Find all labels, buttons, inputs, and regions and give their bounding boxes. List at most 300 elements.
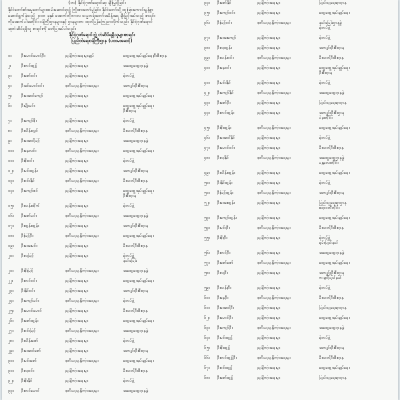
person-name: ဦးနေဝင်း [217, 65, 231, 70]
list-item [8, 93, 198, 103]
department-line: အထွေထွေဌာနခွဲ [319, 250, 345, 255]
person-name: ဦးစိုးဦး [217, 235, 228, 240]
item-number: ၄၆။ [204, 135, 210, 140]
person-department [319, 190, 394, 195]
intro-line: ဆောင်ရွက်ခဲ့သည့် ၂၀၁၈ ခုနှစ် အောက်တိုဘာလ သမ္မတရုံးတော်အမိန့်အရ ချီးမြှင့်အပ်သည့် စာရင်း [8, 13, 156, 19]
person-department [123, 158, 198, 163]
person-rank: ဒုတိယညွှန်ကြားရေးမှူး [65, 83, 99, 88]
person-department [319, 155, 394, 165]
item-number: ၄၈။ [204, 155, 211, 160]
person-name: ဦးဝင်းနိုင် [21, 178, 35, 183]
person-department [123, 338, 198, 343]
person-department [123, 308, 198, 313]
list-item [8, 233, 198, 243]
person-rank: ညွှန်ကြားရေးမှူး [65, 158, 88, 163]
person-name: ဦးနိုင်ထွန်း [217, 180, 233, 185]
department-line: ရဲတပ်ဖွဲ့ [319, 180, 331, 185]
person-rank: ဒုတိယညွှန်ကြားရေးမှူး [65, 298, 99, 303]
person-name: ဦးကျော်စိုး [21, 118, 37, 123]
list-item [8, 328, 198, 338]
person-department [123, 53, 198, 58]
person-rank: ညွှန်ကြားရေးမှူး [65, 168, 88, 173]
person-department [123, 178, 198, 183]
person-rank: ဒုတိယညွှန်ကြားရေးမှူး [65, 128, 99, 133]
person-rank: ညွှန်ကြားရေးမှူး [257, 335, 280, 340]
department-line: မီးသတ်ဦးစီးဌာန [123, 368, 148, 373]
person-name: ဦးနေဦး [217, 295, 229, 300]
person-department [319, 180, 394, 185]
person-name: ဦးစိုးထွန်း [217, 125, 232, 130]
person-name: ဦးအေးထွန်း [217, 200, 235, 205]
list-item [204, 215, 394, 225]
item-number: ၁၃။ [8, 178, 14, 183]
person-department [319, 100, 394, 105]
person-rank: ဒုတိယညွှန်ကြားရေးမှူး [65, 328, 99, 333]
department-line: ရဲတပ်ဖွဲ့ [123, 253, 135, 258]
item-number: ၃၃။ [8, 388, 14, 393]
person-department [319, 250, 394, 255]
item-number: ၄၃။ [204, 100, 210, 105]
person-department [123, 103, 198, 113]
department-line: အကျဉ်းဦးစီးဌာန [123, 223, 149, 228]
item-number: ၆၇။ [204, 365, 210, 370]
heading-line: ပြည်ထဲရေးဝန်ကြီးဌာန (ပထမအဆင့်) [71, 39, 133, 44]
person-rank: ညွှန်ကြားရေးမှူး [65, 73, 88, 78]
person-rank: ဒုတိယညွှန်ကြားရေးမှူး [65, 213, 99, 218]
person-department [123, 243, 198, 248]
department-line: မီးသတ်ဦးစီးဌာန [319, 225, 344, 230]
person-rank: ညွှန်ကြားရေးမှူး [257, 235, 280, 240]
person-rank: ဒုတိယညွှန်ကြားရေးမှူး [65, 388, 99, 393]
item-number: ၅၁။ [204, 190, 210, 195]
person-name: ဦးတင်ဝင်း [21, 278, 37, 283]
item-number: ၂။ [8, 63, 12, 68]
document-title: (ဘ) နိုင်ငံ့ဂုဏ်ရောင်ဆု ချီးမြှင့်ခြင်း [68, 1, 126, 6]
department-line: ပြည်သူ့ရေးရာဌာန [319, 305, 347, 310]
person-rank: ဒုတိယညွှန်ကြားရေးမှူး [257, 325, 291, 330]
department-line: ရဲတပ်ဖွဲ့ [319, 335, 331, 340]
department-line: ရဲတပ်ဖွဲ့ [123, 338, 135, 343]
person-rank: ညွှန်ကြားရေးမှူး [65, 223, 88, 228]
item-number: ၂၅။ [8, 308, 14, 313]
department-line: ရဲတပ်ဖွဲ့ [319, 235, 331, 240]
department-line: ရဲတပ်ဖွဲ့ [123, 158, 135, 163]
person-department [319, 135, 394, 140]
department-line: ထွေထွေအုပ်ချုပ်ရေး [123, 318, 154, 323]
person-rank: ညွှန်ကြားရေးမှူး [257, 135, 280, 140]
item-number: ၄၅။ [204, 125, 210, 130]
person-department [123, 138, 198, 143]
person-department [319, 200, 394, 210]
list-item [204, 145, 394, 155]
person-rank: ဒုတိယညွှန်ကြားရေးမှူး [65, 233, 99, 238]
list-item [8, 278, 198, 288]
item-number: ၁၁။ [8, 158, 14, 163]
department-line: ထွေထွေအုပ်ချုပ်ရေး [319, 315, 350, 320]
item-number: ၅၉။ [204, 285, 210, 290]
person-name: ဦးဝင်းထွဋ် [217, 365, 233, 370]
department-line: မီးသတ်ဦးစီးဌာန [319, 145, 344, 150]
person-rank: ညွှန်ကြားရေးမှူး [257, 80, 280, 85]
list-item [8, 168, 198, 178]
intro-line: ကိုအောက်ပါအတိုင်း ဝန်ကြီးဌာနများနှင့် ဌာနများက ထုတ်ပြန်ကြေညာလိုက်သည်။ နိုင်ငံ့ဂုဏ်ရောင် [8, 19, 153, 25]
item-number: ၃၄။ [204, 0, 210, 5]
list-item [8, 188, 198, 203]
item-number: ၅၀။ [204, 180, 210, 185]
person-department [319, 0, 394, 5]
list-item [8, 213, 198, 223]
person-department [319, 45, 394, 50]
department-line: ရဲတပ်ဖွဲ့ [123, 203, 135, 208]
department-line: ထွေထွေအုပ်ချုပ်ရေး [319, 365, 350, 370]
person-department [123, 203, 198, 208]
person-name: ဦးသိန်းလွင် [21, 128, 38, 133]
list-item [8, 83, 198, 93]
person-department [319, 355, 394, 360]
person-department [123, 278, 198, 283]
item-number: ၄၁။ [204, 80, 210, 85]
person-rank: ညွှန်ကြားရေးမှူး [65, 93, 88, 98]
list-item [204, 225, 394, 235]
item-number: ၆၂။ [204, 315, 210, 320]
department-line: ရဲတပ်ဖွဲ့ [319, 135, 331, 140]
item-number: ၆၃။ [204, 325, 210, 330]
person-department [319, 125, 394, 130]
department-line: ထွေထွေအုပ်ချုပ်ရေး [123, 278, 154, 283]
item-number: ၆၀။ [204, 295, 210, 300]
item-number: ၆၆။ [204, 355, 210, 360]
person-name: ဦးသန်းဝင်း [217, 55, 234, 60]
person-name: ဦးအောင်ကျော် [21, 93, 44, 98]
item-number: ၄၉။ [204, 170, 210, 175]
item-number: ၃။ [8, 73, 12, 78]
department-line: ဦးစီးဌာန [123, 193, 137, 198]
person-name: ဦးမင်းဇော် [21, 358, 37, 363]
person-name: ဦးဇော်ဝင်း [21, 73, 37, 78]
department-line: အကျဉ်းဦးစီးဌာန [319, 270, 345, 275]
department-line: အထွေထွေဌာနခွဲ [319, 325, 345, 330]
department-line: ရဲတပ်ဖွဲ့ [319, 80, 331, 85]
department-line: ထွေထွေအုပ်ချုပ်ရေး [123, 188, 154, 193]
department-line: အကျဉ်းဦးစီးဌာန [319, 190, 345, 195]
list-item [204, 45, 394, 55]
intro-paragraph [8, 7, 196, 32]
list-item [8, 253, 198, 268]
item-number: ၅၃။ [204, 215, 210, 220]
person-name: ဦးဇော်ထွဋ် [217, 375, 234, 380]
department-line: ထွေထွေအုပ်ချုပ်ရေး [123, 148, 154, 153]
department-line: ပြည်သူ့ရေးရာဌာန [319, 375, 347, 380]
person-name: ဦးကျော်မင်း [21, 298, 39, 303]
heading-line: နိုင်ငံ့ဂုဏ်ရောင်ဘွဲ့ တံဆိပ်ရရှိသူများစာရင်း [69, 33, 135, 38]
person-name: ဦးသိန်းထွန်း [217, 170, 235, 175]
person-department [123, 188, 198, 198]
person-name: ဦးအောင်ဦး [217, 305, 234, 310]
item-number: ၂၈။ [8, 338, 14, 343]
person-name: ဦးလှမြင့် [21, 253, 34, 258]
item-number: ၆။ [8, 103, 12, 108]
person-department [319, 315, 394, 320]
person-rank: ဒုတိယညွှန်ကြားရေးမှူး [257, 55, 291, 60]
person-department [319, 20, 394, 30]
person-department [123, 298, 198, 303]
department-line: ထွေထွေအုပ်ချုပ်ရေး [123, 93, 154, 98]
person-department [319, 335, 394, 340]
department-line: ရဲတပ်ဖွဲ့ [319, 25, 331, 30]
person-department [319, 215, 394, 220]
department-line: အထွေထွေဌာနခွဲ [123, 63, 149, 68]
department-line: မီးသတ်ဦးစီးဌာန [123, 178, 148, 183]
department-line: ရှမ်းပြည်နယ် [319, 240, 339, 245]
department-line: အကျဉ်းဦးစီးဌာန [319, 45, 345, 50]
person-name: ဦးတင်မောင် [21, 388, 40, 393]
list-item [8, 298, 198, 308]
list-item [8, 243, 198, 253]
department-line: ထွေထွေအုပ်ချုပ်ရေး [319, 10, 350, 15]
department-line: ပြည်သူ့ရေးရာဌာန [319, 100, 347, 105]
person-department [319, 260, 394, 265]
person-rank: ညွှန်ကြားရေးမှူး [257, 180, 280, 185]
person-rank: ညွှန်ကြားရေးမှူး [257, 305, 280, 310]
person-department [123, 233, 198, 238]
item-number: ၁၆။ [8, 213, 14, 218]
person-department [123, 288, 198, 293]
department-line: မီးသတ်ဦးစီးဌာန [123, 308, 148, 313]
person-department [319, 285, 394, 290]
person-name: ဦးမောင်မောင်ဦး [21, 53, 46, 58]
person-rank: ဒုတိယညွှန်ကြားရေးမှူး [65, 358, 99, 363]
person-department [319, 295, 394, 300]
item-number: ၄၂။ [204, 90, 210, 95]
list-item [204, 250, 394, 260]
person-rank: ညွှန်ကြားရေးမှူး [65, 188, 88, 193]
list-item [8, 388, 198, 398]
department-line: အကျဉ်းဦးစီးဌာန [123, 288, 149, 293]
person-name: ဦးလှထွန်း [217, 45, 232, 50]
item-number: ၃၉။ [204, 55, 210, 60]
department-line: ထွေထွေအုပ်ချုပ်ရေး [319, 125, 350, 130]
person-name: ဦးလှဦး [217, 270, 228, 275]
person-rank: ညွှန်ကြားရေးမှူး [257, 345, 280, 350]
department-line: ရဲတပ်ဖွဲ့ [319, 285, 331, 290]
department-line: အကျဉ်းဦးစီးဌာန [123, 83, 149, 88]
person-name: ဦးသန်းဦး [217, 285, 232, 290]
list-item [8, 103, 198, 118]
list-item [8, 203, 198, 213]
list-item [8, 53, 198, 63]
person-rank: ညွှန်ကြားရေးမှူး [65, 338, 88, 343]
list-item [204, 295, 394, 305]
person-rank: ဒုတိယညွှန်ကြားရေးမှူး [257, 295, 291, 300]
intro-line: နိုင်ငံတော်၏အမှုတော်များထမ်းဆောင်ရာ၌ ကြိုးစားတော်မူခြင်း၊ နိုင်ငံတော်သို့ ထူးခြားကောင်းမွန်စွာ [8, 7, 154, 12]
person-name: ဦးကျော်ထွန်း [217, 215, 237, 220]
department-line: ထွေထွေအုပ်ချုပ်ရေး [319, 65, 350, 70]
item-number: ၄၄။ [204, 110, 210, 115]
person-rank: ညွှန်ကြားရေးမှူး [257, 365, 280, 370]
person-rank: ညွှန်ကြားရေးမှူး [257, 375, 280, 380]
department-line: ကချင်ပြည်နယ် [319, 275, 342, 280]
item-number: ၃၀။ [8, 358, 14, 363]
item-number: ၁၉။ [8, 243, 14, 248]
list-item [204, 135, 394, 145]
list-item [204, 355, 394, 365]
person-name: ဦးမြင့်ထွန်း [217, 190, 234, 195]
item-number: ၂၂။ [8, 278, 14, 283]
person-department [319, 375, 394, 380]
person-name: ဦးမင်းဦး [217, 225, 230, 230]
person-name: ဦးသန်းထိုက် [21, 203, 40, 208]
person-rank: ညွှန်ကြားရေးမှူး [65, 63, 88, 68]
person-rank: ညွှန်ကြားရေးမှူး [257, 35, 280, 40]
person-department [123, 83, 198, 88]
list-item [8, 338, 198, 348]
person-department [123, 358, 198, 363]
list-item [8, 63, 198, 73]
person-department [123, 128, 198, 133]
list-item [8, 368, 198, 378]
list-item [204, 125, 394, 135]
person-department [123, 73, 198, 78]
item-number: ၄၇။ [204, 145, 210, 150]
department-line: မီးသတ်ဦးစီးဌာန [319, 355, 344, 360]
person-rank: ညွှန်ကြားရေးမှူး [257, 315, 280, 320]
list-item [204, 325, 394, 335]
department-line: ထွေထွေအုပ်ချုပ်ရေး [319, 215, 350, 220]
person-rank: ညွှန်ကြားရေးမှူး [65, 118, 88, 123]
item-number: ၅၂။ [204, 200, 210, 205]
list-item [204, 260, 394, 270]
item-number: ၈။ [8, 128, 12, 133]
department-line: အကျဉ်းဦးစီးဌာန [123, 348, 149, 353]
person-name: ဦးကျော်ဦး [217, 325, 233, 330]
person-name: ဦးတင်ထွဋ်ဦး [217, 355, 237, 360]
person-name: ဦးအေးမင်း [21, 243, 38, 248]
list-item [204, 100, 394, 110]
person-rank: ညွှန်ကြားရေးမှူး [65, 253, 88, 258]
item-number: ၂၄။ [8, 298, 14, 303]
person-department [319, 90, 394, 95]
person-name: ဦးဝင်းမြင့် [21, 328, 36, 333]
person-rank: ဒုတိယညွှန်ကြားရေးမှူး [257, 260, 291, 265]
person-rank: ညွှန်ကြားရေးမှူး [257, 200, 280, 205]
department-line: ထွေထွေအုပ်ချုပ်ရေးဦးစီးဌာန [123, 53, 167, 58]
person-department [123, 378, 198, 383]
list-item [204, 180, 394, 190]
item-number: ၆၁။ [204, 305, 210, 310]
department-line: အကျဉ်းဦးစီးဌာန [123, 168, 149, 173]
item-number: ၁၅။ [8, 203, 14, 208]
list-item [204, 200, 394, 215]
department-line: ဦးစီးဌာန [123, 108, 137, 113]
department-line: အထွေထွေဌာနခွဲ [123, 138, 149, 143]
person-name: ဦးမောင်ဝင်း [217, 145, 235, 150]
person-rank: ညွှန်ကြားရေးမှူး [65, 138, 88, 143]
list-item [204, 335, 394, 345]
list-item [8, 148, 198, 158]
person-department [123, 63, 198, 68]
item-number: ၂၇။ [8, 328, 14, 333]
person-name: ဦးတင်ဦး [217, 250, 231, 255]
person-rank: ညွှန်ကြားရေးမှူး [65, 368, 88, 373]
department-line: ထွေထွေအုပ်ချုပ်ရေး [123, 103, 154, 108]
person-rank: ညွှန်ကြားရေးမှူး [257, 270, 280, 275]
list-item [204, 170, 394, 180]
department-line: ရဲတပ်ဖွဲ့ [319, 35, 331, 40]
person-rank: ညွှန်ကြားရေးမှူး [65, 103, 88, 108]
item-number: ၅၇။ [204, 260, 210, 265]
department-line: မီးသတ်ဦးစီးဌာန [319, 55, 344, 60]
person-name: ဦးကျော်နိုင် [217, 90, 234, 95]
item-number: ၁၈။ [8, 233, 15, 238]
item-number: ၅၆။ [204, 250, 210, 255]
item-number: ၂၃။ [8, 288, 14, 293]
person-rank: ညွှန်ကြားရေးမှူး [65, 308, 88, 313]
person-rank: ညွှန်ကြားရေးမှူး [257, 110, 280, 115]
person-name: ဦးအေးကျော် [217, 35, 237, 40]
list-item [204, 315, 394, 325]
person-rank: ဒုတိယညွှန်ကြားရေးမှူး [65, 268, 99, 273]
person-name: ဦးထွန်းထွန်း [21, 223, 39, 228]
department-line: မီးသတ်ဦးစီးဌာန [123, 128, 148, 133]
department-line: အကျဉ်းဦးစီးဌာန [319, 345, 345, 350]
person-department [123, 348, 198, 353]
list-item [204, 80, 394, 90]
person-department [123, 368, 198, 373]
department-line: မီးသတ်ဦးစီးဌာန [319, 295, 344, 300]
person-department [123, 253, 198, 263]
person-rank: ညွှန်ကြားရေးမှူး [65, 203, 88, 208]
person-rank: ညွှန်ကြားရေးမှူး [65, 378, 88, 383]
person-rank: ညွှန်ကြားရေးမှူး [257, 45, 280, 50]
person-rank: ညွှန်ကြားရေးမှူး [257, 215, 280, 220]
person-name: ဦးစိုးမြင့် [21, 268, 34, 273]
list-item [204, 90, 394, 100]
person-rank: ညွှန်ကြားရေးမှူး [257, 65, 280, 70]
person-department [123, 223, 198, 228]
item-number: ၃၂။ [8, 378, 14, 383]
list-item [204, 345, 394, 355]
person-rank: ဒုတိယညွှန်ကြားရေးမှူး [257, 190, 291, 195]
person-name: ဦးစိုးထွဋ် [217, 345, 231, 350]
department-line: ထွေထွေအုပ်ချုပ်ရေး [123, 233, 154, 238]
person-department [319, 225, 394, 230]
department-line: အထွေထွေဌာနခွဲ [123, 388, 149, 393]
person-department [123, 213, 198, 218]
person-name: ဦးစိုးနိုင် [21, 378, 33, 383]
person-name: ဦးမောင်ဦး [217, 315, 233, 320]
person-department [319, 305, 394, 310]
list-item [8, 378, 198, 388]
person-department [319, 10, 394, 15]
list-item [204, 155, 394, 170]
person-name: ဦးနေလင်း [21, 148, 37, 153]
department-line: ဧရာဝတီတိုင်း [319, 205, 340, 210]
list-item [204, 270, 394, 285]
person-rank: ဒုတိယညွှန်ကြားရေးမှူး [65, 178, 99, 183]
person-department [123, 318, 198, 323]
list-item [204, 375, 394, 385]
item-number: ၆၈။ [204, 375, 211, 380]
item-number: ၁၀။ [8, 148, 14, 153]
person-name: ဦးမောင်မောင် [21, 308, 42, 313]
person-name: ဦးနိုင်ဝင်း [21, 288, 35, 293]
list-item [204, 0, 394, 10]
item-number: ၆၄။ [204, 335, 210, 340]
department-line: ပြည်သူ့ရေးရာဌာန [319, 0, 347, 5]
person-rank: ညွှန်ကြားရေးမှူး [65, 278, 88, 283]
person-rank: ဒုတိယညွှန်ကြားရေးမှူး [65, 148, 99, 153]
item-number: ၅၈။ [204, 270, 211, 275]
